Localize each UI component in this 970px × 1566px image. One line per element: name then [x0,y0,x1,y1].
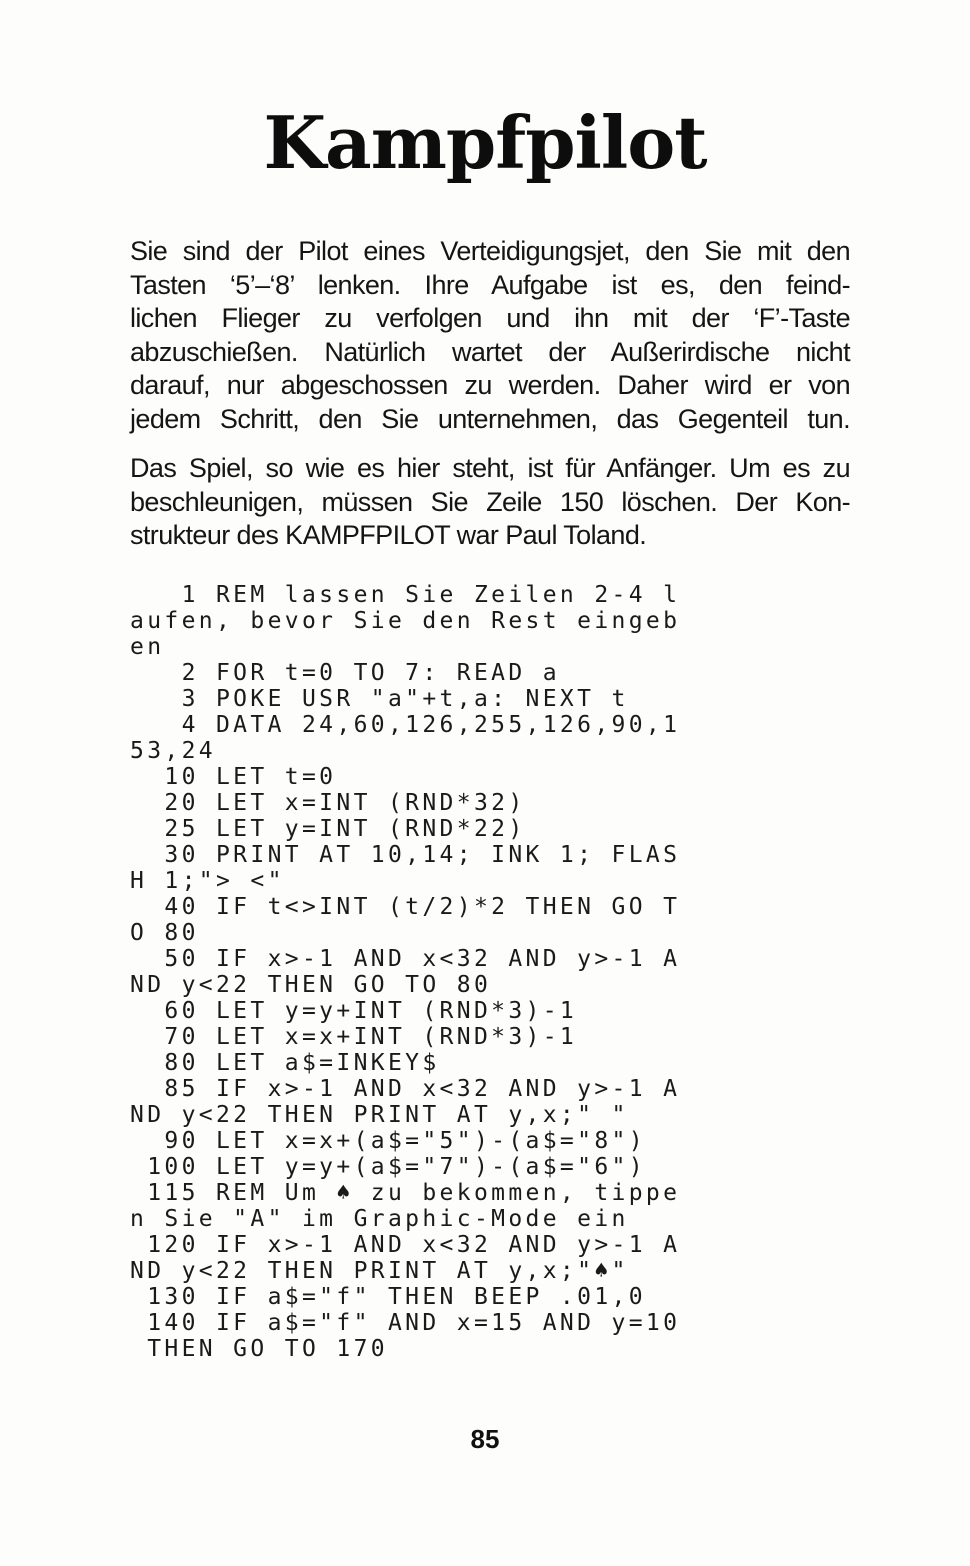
code-line: 50 IF x>-1 AND x<32 AND y>-1 A [130,946,681,972]
code-line: 20 LET x=INT (RND*32) [130,790,526,816]
code-line: O 80 [130,920,199,946]
code-line: 40 IF t<>INT (t/2)*2 THEN GO T [130,894,681,920]
code-line: aufen, bevor Sie den Rest eingeb [130,608,681,634]
basic-program-listing [130,582,750,1362]
text-line: darauf, nur abgeschossen zu werden. Daher wird er von [130,370,850,400]
text-line: jedem Schritt, den Sie unternehmen, das Gegenteil tun. [130,403,850,434]
code-line: ND y<22 THEN PRINT AT y,x;"♠" [130,1258,629,1284]
code-line: 2 FOR t=0 TO 7: READ a [130,660,560,686]
page-title: Kampfpilot [263,100,707,185]
code-line: 120 IF x>-1 AND x<32 AND y>-1 A [130,1232,681,1258]
code-line: en [130,634,165,660]
code-line: 4 DATA 24,60,126,255,126,90,1 [130,712,681,738]
code-line: 90 LET x=x+(a$="5")-(a$="8") [130,1128,646,1154]
text-line: beschleunigen, müssen Sie Zeile 150 löschen. Der Kon- [130,486,850,517]
code-line: 10 LET t=0 [130,764,337,790]
text-line: lichen Flieger zu verfolgen und ihn mit der ‘F’-Taste [130,303,850,333]
text-line: abzuschießen. Natürlich wartet der Außerirdische nicht [130,336,850,367]
page-number: 85 [470,1424,500,1454]
code-line: 3 POKE USR "a"+t,a: NEXT t [130,686,629,712]
code-line: ND y<22 THEN GO TO 80 [130,972,492,998]
text-line: strukteur des KAMPFPILOT war Paul Toland. [130,520,647,550]
code-line: 140 IF a$="f" AND x=15 AND y=10 [130,1310,681,1336]
code-line: 70 LET x=x+INT (RND*3)-1 [130,1024,578,1050]
code-line: 115 REM Um ♠ zu bekommen, tippe [130,1180,681,1206]
code-line: ND y<22 THEN PRINT AT y,x;" " [130,1102,629,1128]
intro-paragraph [130,235,850,436]
code-line: 1 REM lassen Sie Zeilen 2-4 l [130,582,681,608]
code-line: 130 IF a$="f" THEN BEEP .01,0 [130,1284,646,1310]
code-line: n Sie "A" im Graphic-Mode ein [130,1206,629,1232]
code-line: 30 PRINT AT 10,14; INK 1; FLAS [130,842,681,868]
code-line: 100 LET y=y+(a$="7")-(a$="6") [130,1154,646,1180]
code-line: 60 LET y=y+INT (RND*3)-1 [130,998,578,1024]
text-line: Tasten ‘5’–‘8’ lenken. Ihre Aufgabe ist es, den feind- [130,269,850,300]
code-line: THEN GO TO 170 [130,1336,388,1362]
text-line: Sie sind der Pilot eines Verteidigungsjet, den Sie mit den [130,236,850,266]
code-line: H 1;"> <" [130,868,285,894]
notes-paragraph [130,452,850,553]
code-line: 53,24 [130,738,216,764]
text-line: Das Spiel, so wie es hier steht, ist für Anfänger. Um es zu [130,453,850,483]
code-line: 25 LET y=INT (RND*22) [130,816,526,842]
code-line: 80 LET a$=INKEY$ [130,1050,440,1076]
code-line: 85 IF x>-1 AND x<32 AND y>-1 A [130,1076,681,1102]
